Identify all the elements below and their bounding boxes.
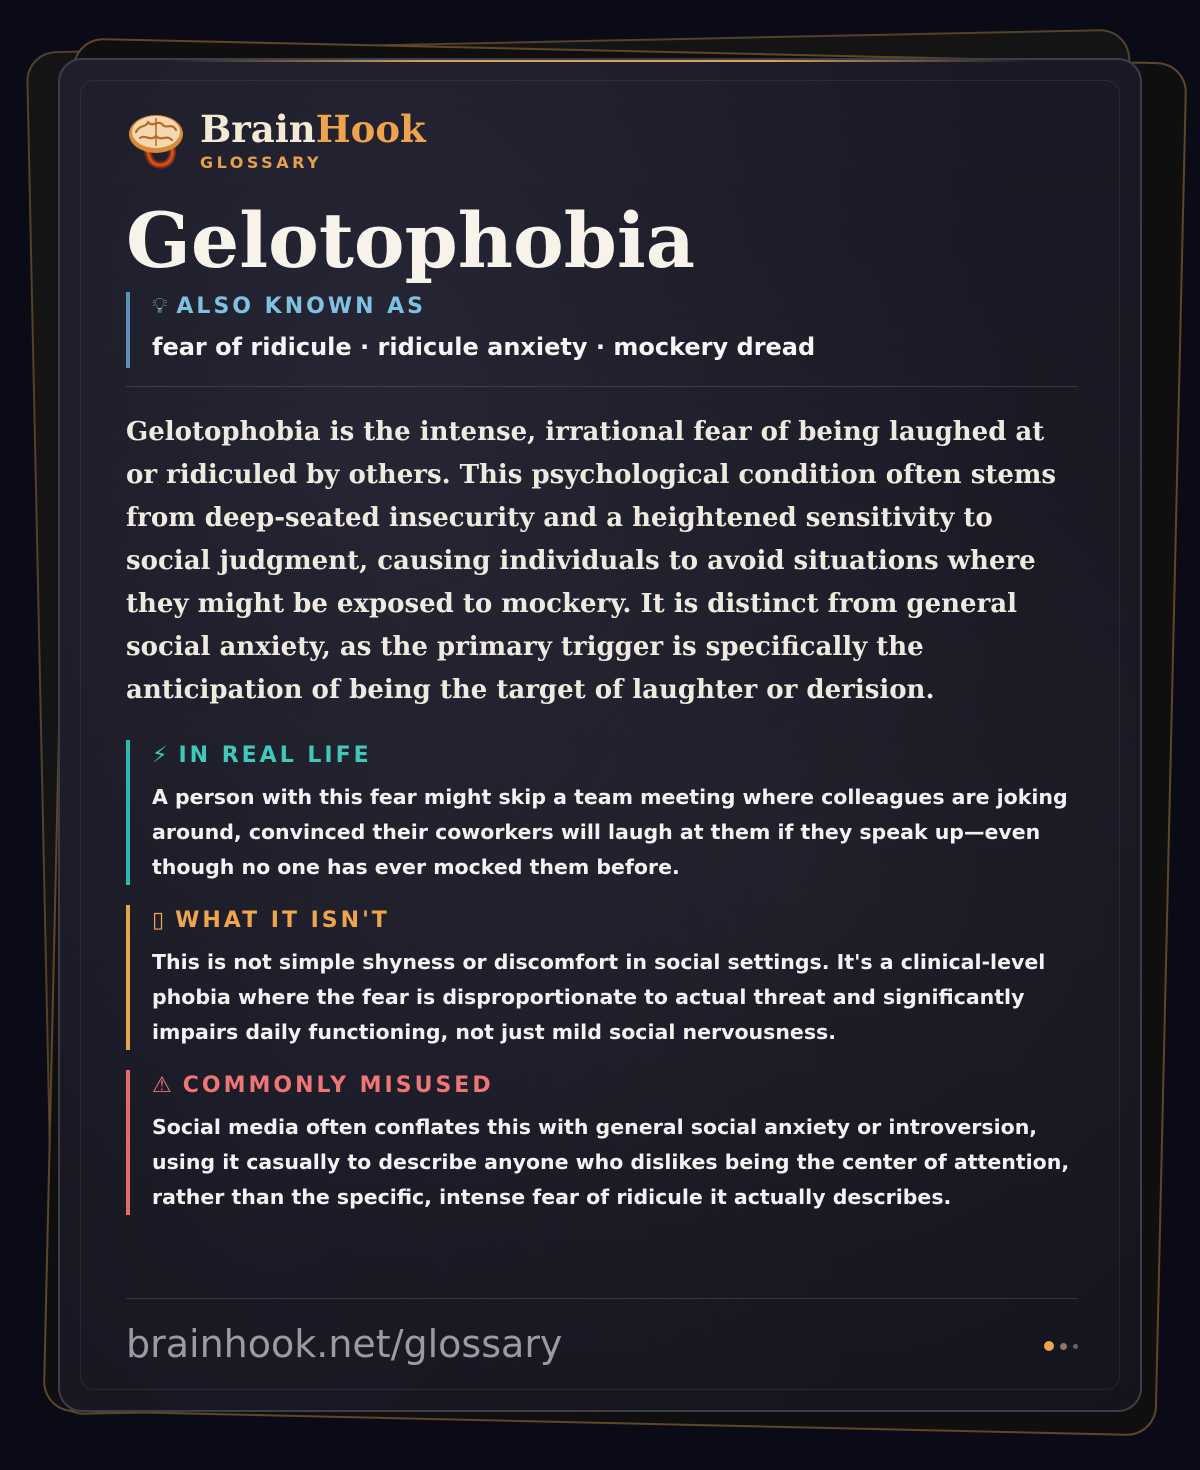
section-body-real-life: A person with this fear might skip a team meeting where colleagues are joking around, convinced their coworkers will laugh at them if they speak up—even though no one has ever mocked them before. bbox=[152, 785, 1068, 879]
section-real-life bbox=[126, 740, 1078, 885]
section-heading bbox=[152, 905, 1078, 937]
lightbulb-icon: 💡︎ bbox=[152, 294, 171, 319]
section-what-it-isnt bbox=[126, 905, 1078, 1050]
brand-text bbox=[200, 106, 426, 172]
pagination-dot bbox=[1060, 1343, 1067, 1350]
warning-icon: ⚠︎ bbox=[152, 1073, 175, 1098]
brand-header bbox=[126, 106, 1078, 174]
section-title-misused: COMMONLY MISUSED bbox=[182, 1073, 494, 1098]
card-content bbox=[126, 106, 1078, 1215]
placeholder-box-icon: ▯ bbox=[152, 908, 168, 933]
glossary-card bbox=[58, 58, 1142, 1412]
section-heading bbox=[152, 1070, 1078, 1102]
pagination-dots bbox=[1038, 1341, 1078, 1351]
aka-title: ALSO KNOWN AS bbox=[176, 294, 427, 319]
section-title-real-life: IN REAL LIFE bbox=[178, 743, 372, 768]
brand-subtitle: GLOSSARY bbox=[200, 152, 323, 172]
section-title-what-it-isnt: WHAT IT ISN'T bbox=[175, 908, 390, 933]
also-known-as-block bbox=[126, 292, 1078, 368]
term-title: Gelotophobia bbox=[126, 196, 695, 285]
section-heading bbox=[152, 740, 1078, 772]
card-top-accent-line bbox=[170, 60, 1030, 62]
section-body-misused: Social media often conflates this with general social anxiety or introversion, using it casually to describe anyone who dislikes being the center of attention, rather than the specific, intense fear of ridicule it actually describes. bbox=[152, 1115, 1070, 1209]
lightning-icon: ⚡︎ bbox=[152, 743, 171, 768]
divider bbox=[126, 386, 1078, 387]
section-body-what-it-isnt: This is not simple shyness or discomfort in social settings. It's a clinical-level phobia where the fear is disproportionate to actual threat and significantly impairs daily functioning, not just mild social nervousness. bbox=[152, 950, 1046, 1044]
footer-url-link[interactable]: brainhook.net/glossary bbox=[126, 1322, 563, 1366]
aka-heading bbox=[152, 292, 1078, 322]
section-commonly-misused bbox=[126, 1070, 1078, 1215]
brain-hook-logo-icon bbox=[126, 110, 186, 170]
pagination-dot-active bbox=[1044, 1341, 1054, 1351]
pagination-dot bbox=[1073, 1344, 1078, 1349]
brand-name-brain: Brain bbox=[200, 106, 316, 151]
brand-name bbox=[200, 106, 426, 151]
card-footer bbox=[126, 1298, 1078, 1389]
definition-text: Gelotophobia is the intense, irrational fear of being laughed at or ridiculed by others. This psychological condition often stems from deep-seated insecurity and a heightened sensitivity to social judgment, causing individuals to avoid situations where they might be exposed to mockery. It is distinct from general social anxiety, as the primary trigger is specifically the anticipation of being the target of laughter or derision. bbox=[126, 417, 1057, 705]
brand-name-hook: Hook bbox=[315, 106, 426, 151]
aka-values: fear of ridicule · ridicule anxiety · mockery dread bbox=[152, 333, 816, 361]
